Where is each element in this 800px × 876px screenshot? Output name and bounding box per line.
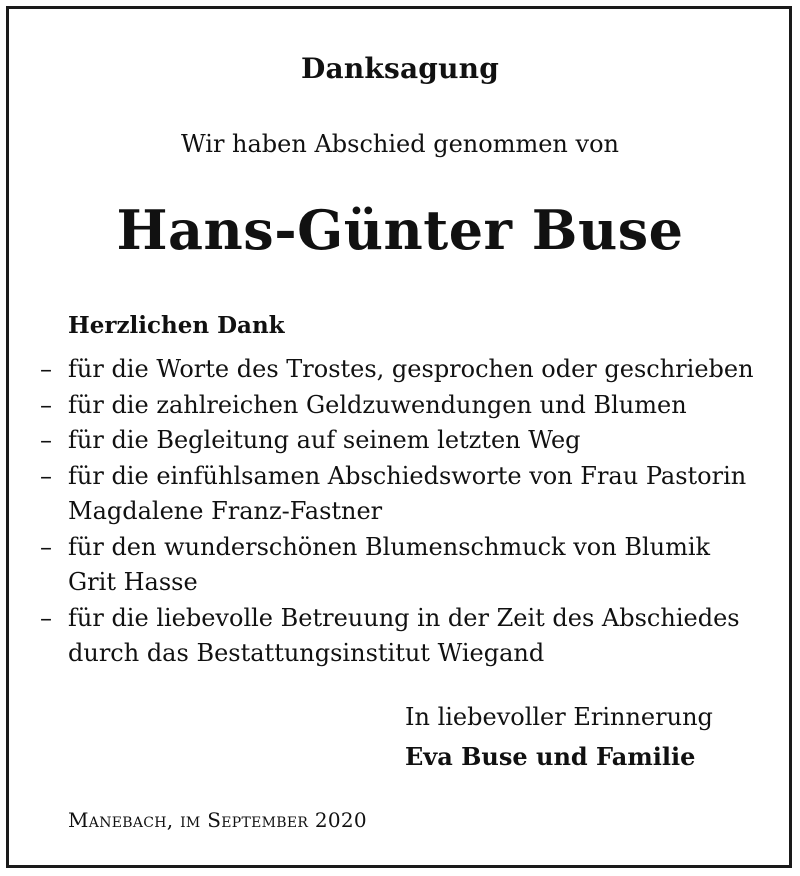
thanks-item-text: für die Worte des Trostes, gesprochen oder geschrieben [68,355,754,383]
dash-bullet: – [40,532,52,561]
dash-bullet: – [40,390,52,419]
signer-name: Eva Buse und Familie [405,742,696,771]
notice-heading: Danksagung [301,52,499,85]
thanks-item [40,530,760,601]
thanks-item [40,423,760,459]
thanks-item [40,601,760,672]
dash-bullet: – [40,603,52,632]
intro-line: Wir haben Abschied genommen von [181,130,619,158]
thanks-heading: Herzlichen Dank [68,312,285,339]
place-date: Manebach, im September 2020 [68,808,367,832]
dash-bullet: – [40,461,52,490]
dash-bullet: – [40,426,52,454]
thanks-item [40,459,760,530]
thanks-item [40,352,760,388]
thanks-item-text: für die Begleitung auf seinem letzten Weg [68,426,581,454]
deceased-name: Hans-Günter Buse [116,198,684,262]
thanks-list [40,352,760,672]
dash-bullet: – [40,355,52,383]
thanks-item-text: für die liebevolle Betreuung in der Zeit des Abschiedes durch das Bestattungsinstitut Wiegand [68,603,740,667]
thanks-item-text: für den wunderschönen Blumenschmuck von Blumik Grit Hasse [68,532,711,596]
thanks-item [40,388,760,424]
remembrance-line: In liebevoller Erinnerung [405,703,713,731]
thanks-item-text: für die einfühlsamen Abschiedsworte von Frau Pastorin Magdalene Franz-Fastner [68,461,747,525]
thanks-item-text: für die zahlreichen Geldzuwendungen und Blumen [68,390,687,419]
